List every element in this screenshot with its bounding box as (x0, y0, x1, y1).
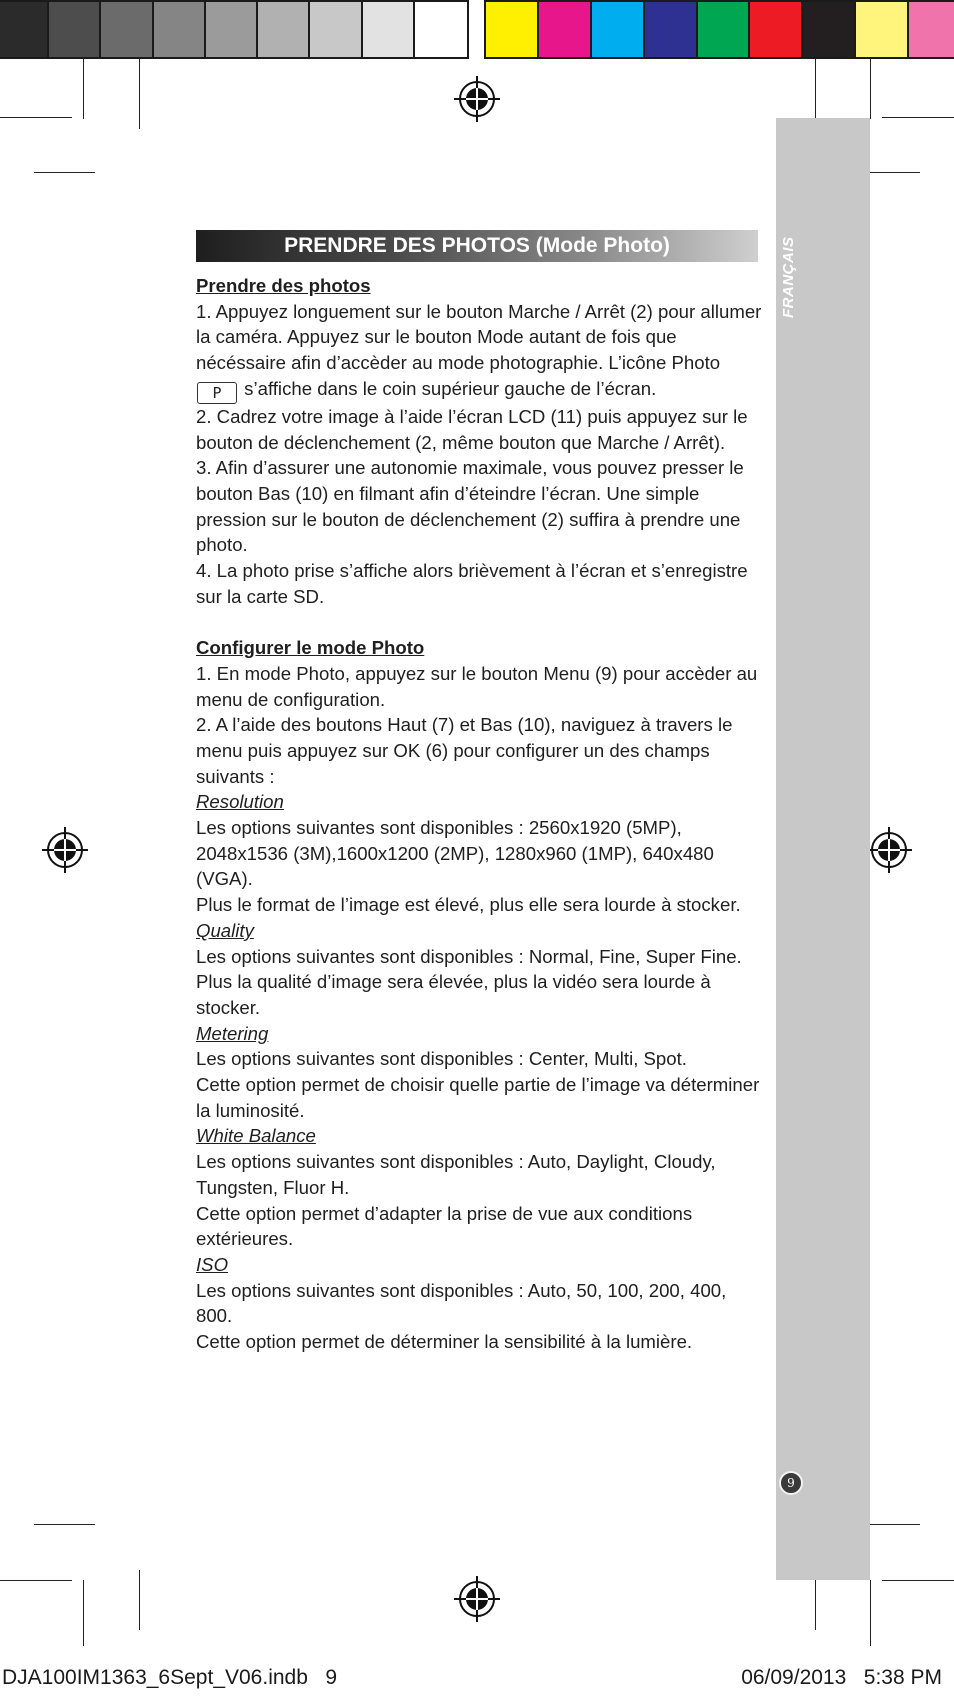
step-paragraph (196, 299, 766, 404)
setting-options: Les options suivantes sont disponibles : 2560x1920 (5MP), 2048x1536 (3M),1600x1200 (2MP), 1280x960 (1MP), 640x480 (VGA). (196, 817, 714, 890)
color-swatch (154, 2, 206, 57)
registration-mark-icon (454, 1576, 500, 1622)
language-label: FRANÇAIS (780, 236, 797, 318)
setting-title-iso: ISO (196, 1254, 229, 1275)
step-paragraph: 3. Afin d’assurer une autonomie maximale, vous pouvez presser le bouton Bas (10) en filmant afin d’éteindre l’écran. Une simple pression sur le bouton de déclenchement (2) suffira à prendre une photo. (196, 457, 744, 556)
color-swatch (310, 2, 362, 57)
setting-note: Cette option permet d’adapter la prise de vue aux conditions extérieures. (196, 1202, 693, 1250)
step-paragraph: 1. En mode Photo, appuyez sur le bouton Menu (9) pour accèder au menu de configuration. (196, 662, 758, 710)
color-swatch (101, 2, 153, 57)
crop-mark (870, 1580, 871, 1646)
setting-note: Cette option permet de déterminer la sensibilité à la lumière. (196, 1331, 693, 1353)
setting-options: Les options suivantes sont disponibles : Center, Multi, Spot. (196, 1048, 687, 1070)
color-swatch (803, 2, 856, 57)
setting-title-metering: Metering (196, 1022, 269, 1044)
color-calibration-bar (484, 0, 954, 59)
section-title-band: PRENDRE DES PHOTOS (Mode Photo) (196, 230, 758, 262)
setting-note: Plus la qualité d’image sera élevée, plus la vidéo sera lourde à stocker. (196, 971, 711, 1018)
crop-mark (0, 1580, 72, 1581)
footer-file-name: DJA100IM1363_6Sept_V06.indb 9 (2, 1666, 338, 1689)
section-heading: Prendre des photos (196, 275, 371, 296)
crop-mark (83, 59, 84, 119)
color-swatch (592, 2, 645, 57)
crop-mark (34, 172, 95, 173)
setting-note: Cette option permet de choisir quelle partie de l’image va déterminer la luminosité. (196, 1074, 760, 1121)
color-swatch (363, 2, 415, 57)
color-swatch (0, 2, 49, 57)
color-swatch (909, 2, 954, 57)
color-swatch (486, 2, 539, 57)
color-swatch (856, 2, 909, 57)
setting-options: Les options suivantes sont disponibles : Auto, 50, 100, 200, 400, 800. (196, 1279, 727, 1327)
crop-mark (0, 117, 72, 118)
spacer (196, 609, 766, 635)
step-paragraph: 2. A l’aide des boutons Haut (7) et Bas (10), naviguez à travers le menu puis appuyez sur OK (6) pour configurer un des champs suivants : (196, 714, 733, 787)
crop-mark (34, 1524, 95, 1525)
setting-title-quality: Quality (196, 919, 254, 941)
page-number-badge: 9 (779, 1471, 803, 1495)
crop-mark (870, 59, 871, 119)
color-swatch (698, 2, 751, 57)
setting-note: Plus le format de l’image est élevé, plus elle sera lourde à stocker. (196, 894, 741, 916)
registration-mark-icon (42, 827, 88, 873)
step-paragraph: 2. Cadrez votre image à l’aide l’écran LCD (11) puis appuyez sur le bouton de déclenchement (2, même bouton que Marche / Arrêt). (196, 405, 748, 453)
footer-date-time: 06/09/2013 5:38 PM (741, 1666, 942, 1689)
setting-options: Les options suivantes sont disponibles : Normal, Fine, Super Fine. (196, 945, 742, 967)
crop-mark (882, 117, 954, 118)
setting-title-resolution: Resolution (196, 791, 284, 813)
registration-mark-icon (454, 76, 500, 122)
section-heading: Configurer le mode Photo (196, 637, 425, 659)
photo-mode-icon: P (197, 382, 237, 404)
color-swatch (539, 2, 592, 57)
language-side-tab (776, 118, 870, 1580)
crop-mark (139, 59, 140, 129)
registration-mark-icon (866, 827, 912, 873)
color-swatch (206, 2, 258, 57)
grayscale-calibration-bar (0, 0, 469, 59)
setting-options: Les options suivantes sont disponibles : Auto, Daylight, Cloudy, Tungsten, Fluor H. (196, 1151, 716, 1198)
setting-title-white-balance: White Balance (196, 1125, 316, 1147)
color-swatch (49, 2, 101, 57)
color-swatch (258, 2, 310, 57)
crop-mark (882, 1580, 954, 1581)
step-text: 1. Appuyez longuement sur le bouton Marche / Arrêt (2) pour allumer la caméra. Appuyez sur le bouton Mode autant de fois que nécéssaire afin d’accèder au mode photographie. L’icône Photo (196, 300, 762, 374)
crop-mark (139, 1570, 140, 1630)
step-paragraph: 4. La photo prise s’affiche alors brièvement à l’écran et s’enregistre sur la carte SD. (196, 560, 748, 607)
crop-mark (83, 1580, 84, 1646)
color-swatch (750, 2, 803, 57)
color-swatch (645, 2, 698, 57)
color-swatch (415, 2, 467, 57)
step-text: s’affiche dans le coin supérieur gauche de l’écran. (244, 377, 657, 399)
manual-body (196, 273, 766, 1355)
